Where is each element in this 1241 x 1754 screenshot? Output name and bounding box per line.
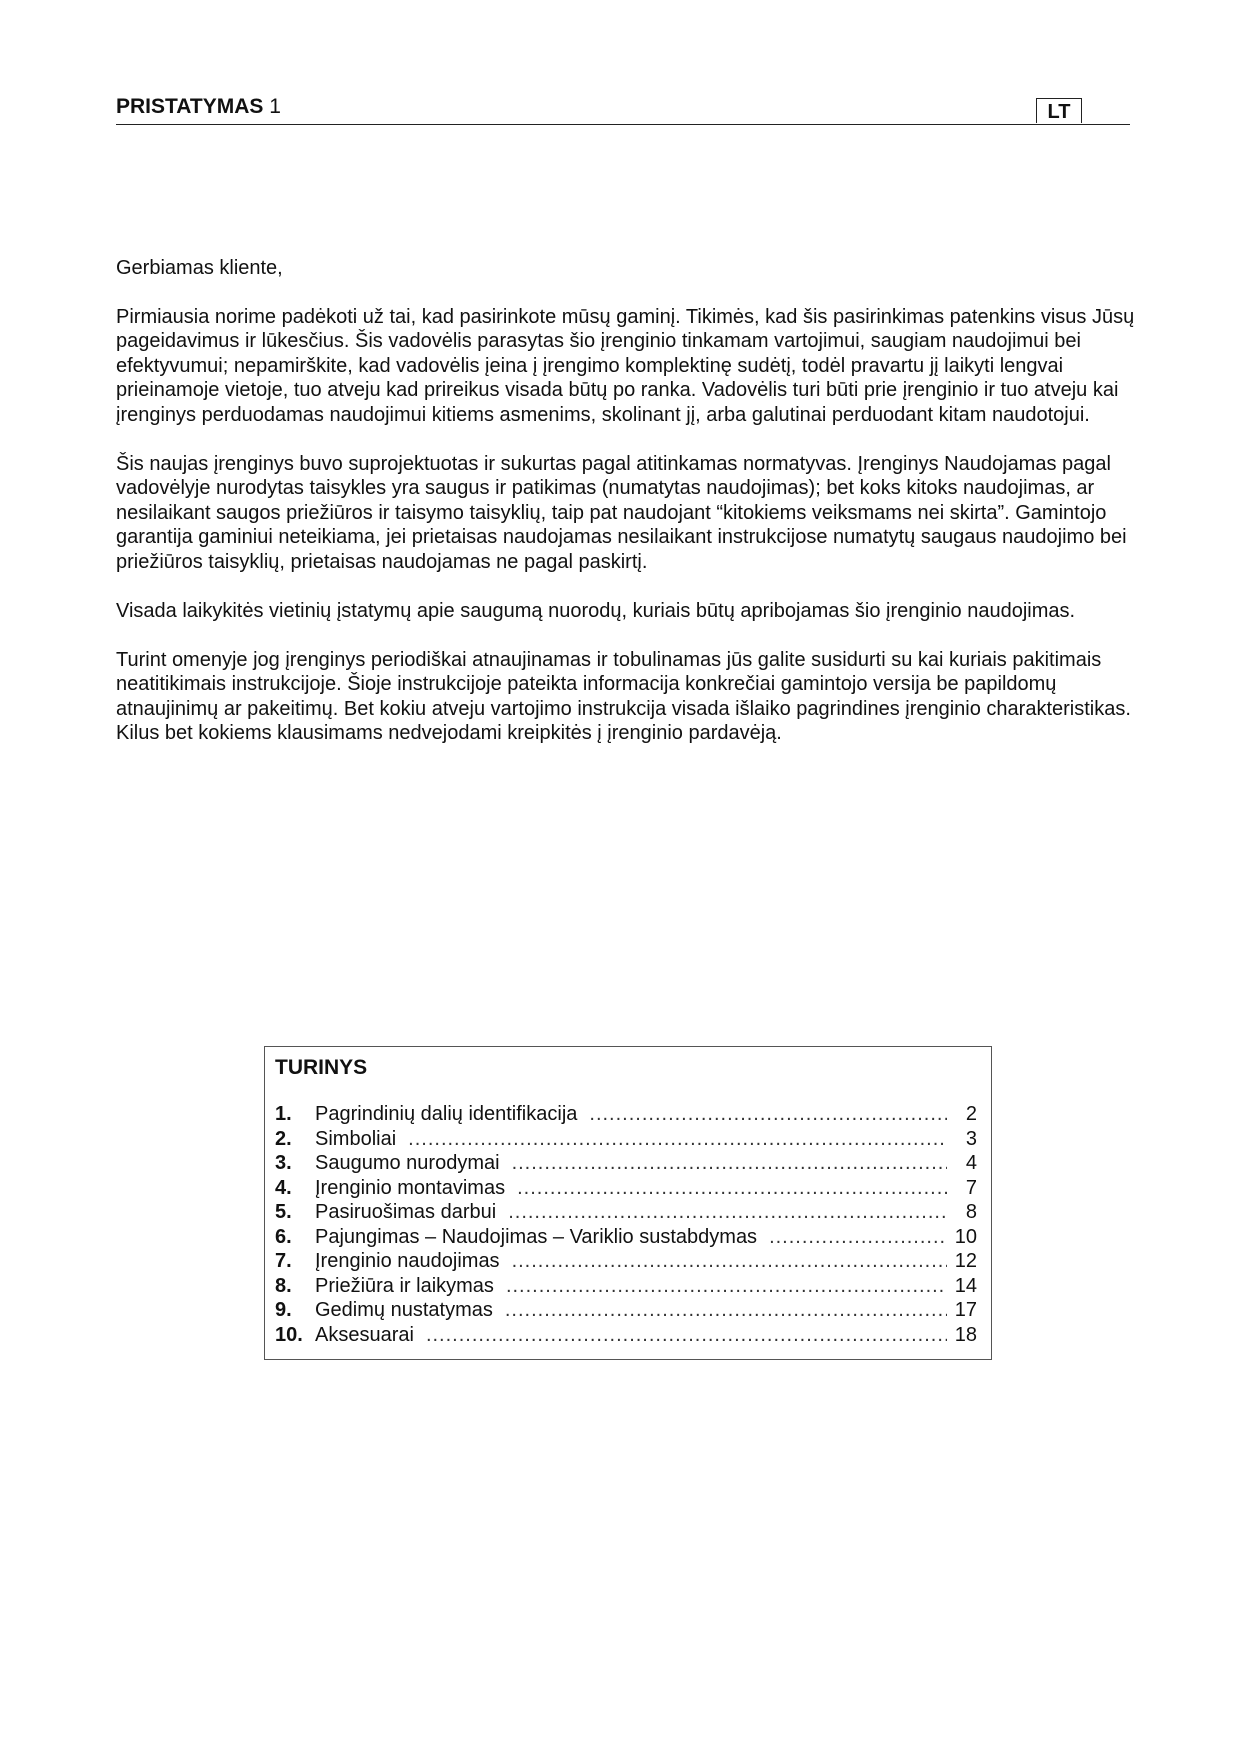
toc-leader-dots — [506, 1274, 947, 1299]
toc-item-number: 10. — [275, 1323, 303, 1346]
toc-item-page: 2 — [965, 1103, 977, 1125]
toc-leader-dots — [508, 1200, 947, 1225]
toc-item-number: 8. — [275, 1274, 292, 1297]
toc-item-label: Įrenginio naudojimas — [315, 1250, 500, 1272]
toc-item-label: Simboliai — [315, 1127, 397, 1150]
toc-item[interactable] — [275, 1323, 977, 1348]
toc-item-label: Įrenginio montavimas — [315, 1176, 506, 1199]
toc-item-page: 4 — [965, 1152, 977, 1174]
toc-leader-dots — [769, 1225, 947, 1250]
toc-item-label: Pajungimas – Naudojimas – Variklio sustabdymas — [315, 1225, 758, 1248]
toc-leader-dots — [589, 1102, 947, 1127]
toc-item[interactable] — [275, 1200, 977, 1225]
toc-list — [275, 1102, 977, 1347]
paragraph-3: Visada laikykitės vietinių įstatymų apie saugumą nuorodų, kuriais būtų apribojamas šio įrenginio naudojimas. — [116, 599, 1076, 622]
toc-item-number: 7. — [275, 1250, 292, 1272]
toc-item-page: 7 — [965, 1176, 977, 1199]
toc-item[interactable] — [275, 1102, 977, 1127]
toc-item[interactable] — [275, 1176, 977, 1201]
paragraph-4: Turint omenyje jog įrenginys periodiškai atnaujinamas ir tobulinamas jūs galite susidurti su kai kuriais pakitimais neatitikimais instrukcijoje. Šioje instrukcijoje pateikta informacija konkrečiai gamintojo versija be papildomų atnaujinimų ar pakeitimų. Bet kokiu atveju vartojimo instrukcija visada išlaiko pagrindines įrenginio charakteristikas. Kilus bet kokiems klausimams nedvejodami kreipkitės į įrenginio pardavėją. — [116, 648, 1131, 744]
toc-item-label: Pasiruošimas darbui — [315, 1201, 497, 1223]
language-badge: LT — [1036, 98, 1082, 123]
toc-item[interactable] — [275, 1151, 977, 1176]
toc-item-number: 4. — [275, 1176, 292, 1199]
section-title: PRISTATYMAS — [116, 95, 264, 118]
page-header — [116, 94, 1130, 125]
toc-item-page: 8 — [965, 1201, 977, 1223]
toc-leader-dots — [505, 1298, 947, 1323]
toc-item[interactable] — [275, 1274, 977, 1299]
toc-leader-dots — [408, 1127, 947, 1152]
paragraph-2: Šis naujas įrenginys buvo suprojektuotas ir sukurtas pagal atitinkamas normatyvas. Įrenginys Naudojamas pagal vadovėlyje nurodytas taisykles yra saugus ir patikimas (numatytas naudojimas); bet koks kitoks naudojimas, ar nesilaikant saugos priežiūros ir taisymo taisyklių, taip pat naudojant “kitokiems veiksmams nei skirta”. Gamintojo garantija gaminiui neteikiama, jei prietaisas naudojamas nesilaikant instrukcijose numatytų saugaus naudojimo bei priežiūros taisyklių, prietaisas naudojamas ne pagal paskirtį. — [116, 452, 1127, 573]
toc-item-page: 18 — [954, 1323, 977, 1346]
toc-item-page: 10 — [954, 1225, 977, 1248]
intro-text — [116, 257, 1144, 770]
toc-item-number: 6. — [275, 1225, 292, 1248]
toc-item[interactable] — [275, 1249, 977, 1274]
toc-item-page: 14 — [954, 1274, 977, 1297]
toc-item-number: 5. — [275, 1201, 292, 1223]
toc-item[interactable] — [275, 1298, 977, 1323]
toc-item-label: Gedimų nustatymas — [315, 1299, 493, 1321]
toc-leader-dots — [512, 1151, 947, 1176]
toc-item-page: 17 — [954, 1299, 977, 1321]
toc-item-number: 9. — [275, 1299, 292, 1321]
toc-leader-dots — [512, 1249, 947, 1274]
paragraph-1: Pirmiausia norime padėkoti už tai, kad pasirinkote mūsų gaminį. Tikimės, kad šis pasirinkimas patenkins visus Jūsų pageidavimus ir lūkesčius. Šis vadovėlis parasytas šio įrenginio tinkamam vartojimui, saugiam naudojimui bei efektyvumui; nepamirškite, kad vadovėlis įeina į įrengimo komplektinę sudėtį, todėl pravartu jį laikyti lengvai prieinamoje vietoje, tuo atveju kad prireikus visada būtų po ranka. Vadovėlis turi būti prie įrenginio ir tuo atveju kai įrenginys perduodamas naudojimui kitiems asmenims, skolinant jį, arba galutinai perduodant kitam naudotojui. — [116, 305, 1135, 426]
toc-item-label: Aksesuarai — [315, 1323, 414, 1346]
toc-item-number: 3. — [275, 1152, 292, 1174]
toc-item-number: 1. — [275, 1103, 292, 1125]
greeting: Gerbiamas kliente, — [116, 257, 283, 279]
toc-item-page: 12 — [954, 1250, 977, 1272]
toc-item[interactable] — [275, 1127, 977, 1152]
toc-item-page: 3 — [965, 1127, 977, 1150]
toc-item-label: Pagrindinių dalių identifikacija — [315, 1103, 578, 1125]
toc-leader-dots — [426, 1323, 947, 1348]
toc-leader-dots — [517, 1176, 947, 1201]
table-of-contents — [264, 1046, 992, 1360]
toc-title: TURINYS — [275, 1056, 368, 1079]
toc-item-label: Priežiūra ir laikymas — [315, 1274, 494, 1297]
toc-item[interactable] — [275, 1225, 977, 1250]
header-title — [116, 94, 281, 120]
page-number: 1 — [269, 95, 281, 118]
toc-item-label: Saugumo nurodymai — [315, 1152, 500, 1174]
toc-item-number: 2. — [275, 1127, 292, 1150]
